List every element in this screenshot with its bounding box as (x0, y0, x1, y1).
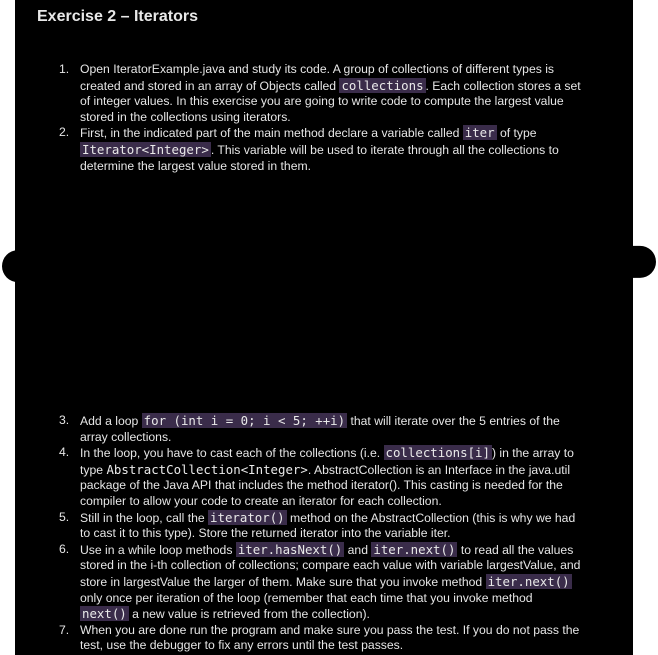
instruction-text: . This variable will be used to iterate through all the collections to determine the largest value stored in them. (80, 142, 559, 173)
inline-code: Iterator<Integer> (82, 141, 209, 157)
item-number: 7. (59, 622, 70, 637)
inline-code: iter (464, 125, 495, 141)
instruction-text: a new value is retrieved from the collection). (128, 607, 370, 622)
instructions-list-top (59, 62, 581, 174)
inline-code: iter.next() (487, 573, 570, 589)
instruction-text: that will iterate over the 5 entries of the array collections. (80, 414, 560, 444)
inline-code: iterator() (210, 509, 285, 525)
instruction-text: Add a loop (80, 414, 142, 428)
exercise-title: Exercise 2 – Iterators (37, 8, 198, 25)
inline-code: collections (341, 77, 424, 93)
item-number: 2. (59, 125, 70, 140)
instruction-text: to read all the values stored in the i-th collection of collections; compare each value with variable largestValue, and store in largestValue the larger of them. Make sure that you invoke method (80, 542, 581, 589)
instruction-text: . Each collection stores a set of integer values. In this exercise you are going to write code to compute the largest value stored in the collections using iterators. (80, 78, 581, 124)
instruction-item (59, 445, 581, 509)
inline-code: iter.hasNext() (237, 541, 343, 557)
instruction-text: only once per iteration of the loop (remember that each time that you invoke method (80, 590, 533, 605)
item-number: 3. (59, 413, 70, 427)
instruction-text: method on the AbstractCollection (this is why we had to cast it to this type). Store the returned iterator into the variable iter. (80, 510, 576, 541)
redaction-bar (2, 246, 656, 283)
item-number: 5. (59, 509, 70, 524)
instruction-text: First, in the indicated part of the main method declare a variable called (80, 126, 463, 141)
inline-code: next() (82, 606, 127, 622)
item-number: 4. (59, 445, 70, 460)
instruction-text: When you are done run the program and make sure you pass the test. If you do not pass the test, use the debugger to fix any errors until the test passes. (80, 622, 580, 653)
instruction-text: . AbstractCollection is an Interface in the java.util package of the Java API that includes the method iterator(). This casting is needed for the compiler to allow your code to create an iterator for each collection. (80, 462, 571, 508)
instruction-text: of type (496, 126, 537, 141)
instruction-text: Use in a while loop methods (80, 542, 236, 557)
instruction-item (59, 413, 581, 445)
instruction-item (59, 623, 581, 654)
instructions-list-bottom (59, 413, 581, 654)
inline-code: iter.next() (373, 541, 456, 557)
instruction-item (59, 542, 581, 623)
instruction-item (59, 62, 581, 125)
instruction-item (59, 125, 581, 174)
instruction-text: ) in the array to type (80, 446, 574, 477)
inline-code: AbstractCollection<Integer> (106, 461, 308, 477)
item-number: 6. (59, 541, 70, 556)
instruction-text: In the loop, you have to cast each of the collections (i.e. (80, 446, 384, 461)
redaction-block (60, 300, 600, 360)
item-number: 1. (59, 62, 70, 76)
inline-code: for (int i = 0; i < 5; ++i) (143, 413, 346, 428)
instruction-text: Still in the loop, call the (80, 510, 209, 525)
inline-code: collections[i] (385, 445, 490, 461)
instruction-text: Open IteratorExample.java and study its code. A group of collections of different types is created and stored in an array of Objects called (80, 62, 555, 93)
instruction-text: and (344, 542, 372, 557)
instruction-item (59, 510, 581, 542)
